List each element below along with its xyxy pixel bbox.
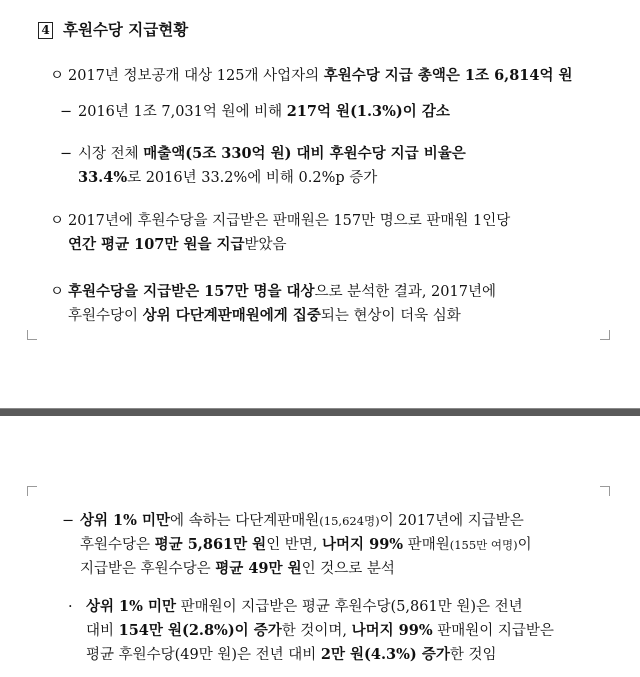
circle-bullet: ㅇ <box>50 284 65 300</box>
circle-bullet: ㅇ <box>50 68 65 84</box>
crop-mark-bottom-left <box>27 330 37 340</box>
dash-bullet: − <box>60 104 73 120</box>
paragraph-total-allowance: ㅇ 2017년 정보공개 대상 125개 사업자의 후원수당 지급 총액은 1조 6,814억 원 <box>50 64 573 88</box>
paragraph-top-one-percent: − 상위 1% 미만에 속하는 다단계판매원(15,624명)이 2017년에 지급받은 후원수당은 평균 5,861만 원인 반면, 나머지 99% 판매원(155만 여명)이 지급받은 후원수당은 평균 49만 원인 것으로 분석 <box>62 509 532 581</box>
section-title: 후원수당 지급현황 <box>63 20 189 39</box>
paragraph-decrease: − 2016년 1조 7,031억 원에 비해 217억 원(1.3%)이 감소 <box>60 100 450 124</box>
section-number-box: 4 <box>38 22 53 39</box>
crop-mark-top-right <box>600 486 610 496</box>
dash-bullet: − <box>60 146 73 162</box>
dot-bullet: · <box>68 599 73 615</box>
paragraph-sales-ratio: − 시장 전체 매출액(5조 330억 원) 대비 후원수당 지급 비율은 33.4%로 2016년 33.2%에 비해 0.2%p 증가 <box>60 142 466 190</box>
dash-bullet: − <box>62 513 75 529</box>
paragraph-year-over-year: · 상위 1% 미만 판매원이 지급받은 평균 후원수당(5,861만 원)은 전년 대비 154만 원(2.8%)이 증가한 것이며, 나머지 99% 판매원이 지급받은 평균 후원수당(49만 원)은 전년 대비 2만 원(4.3%) 증가한 것임 <box>68 595 554 667</box>
paragraph-average-per-seller: ㅇ 2017년에 후원수당을 지급받은 판매원은 157만 명으로 판매원 1인당 연간 평균 107만 원을 지급받았음 <box>50 209 510 257</box>
circle-bullet: ㅇ <box>50 213 65 229</box>
paragraph-concentration: ㅇ 후원수당을 지급받은 157만 명을 대상으로 분석한 결과, 2017년에 후원수당이 상위 다단계판매원에게 집중되는 현상이 더욱 심화 <box>50 280 496 328</box>
section-heading <box>38 18 188 40</box>
crop-mark-top-left <box>27 486 37 496</box>
crop-mark-bottom-right <box>600 330 610 340</box>
document-page-2 <box>0 416 640 677</box>
